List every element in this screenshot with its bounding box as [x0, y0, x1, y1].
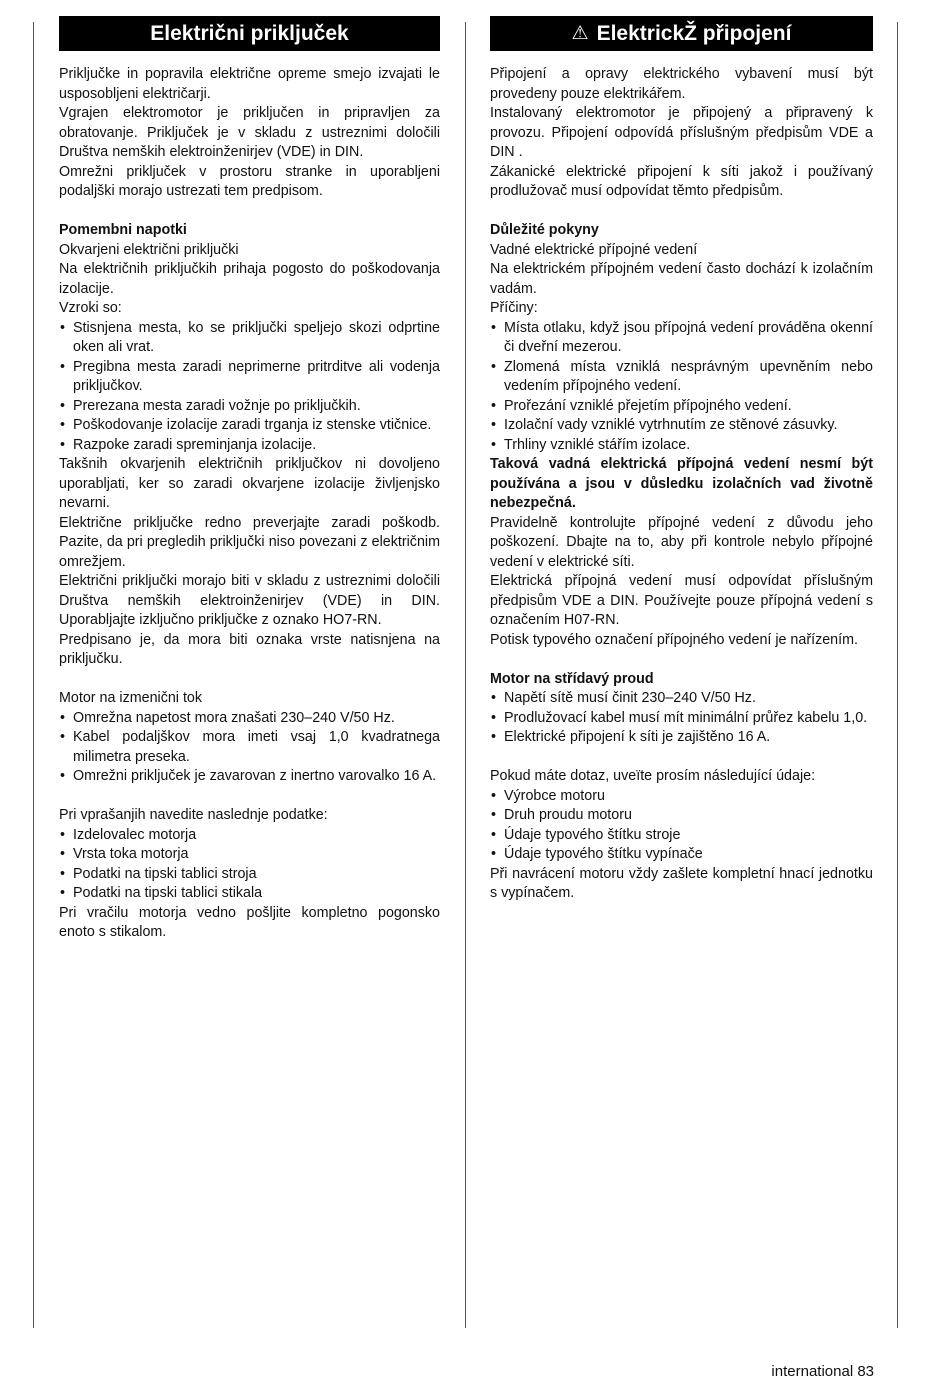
causes-label: Vzroki so: — [59, 300, 122, 316]
list-item: • Napětí sítě musí činit 230–240 V/50 Hz. — [490, 689, 873, 709]
section-body-sl — [59, 65, 440, 943]
list-item: • Prořezání vzniklé přejetím přípojného vedení. — [490, 397, 873, 417]
list-item: • Izolační vady vzniklé vytrhnutím ze stěnové zásuvky. — [490, 416, 873, 436]
paragraph: Potisk typového označení přípojného vedení je nařízením. — [490, 631, 858, 648]
list-item: • Prerezana mesta zaradi vožnje po priključkih. — [59, 397, 440, 417]
list-item: • Podatki na tipski tablici stikala — [59, 884, 440, 904]
section-header-cs — [490, 16, 873, 51]
list-item: • Elektrické připojení k síti je zajištěno 16 A. — [490, 728, 873, 748]
list-item: • Razpoke zaradi spreminjanja izolacije. — [59, 436, 440, 456]
questions-heading: Pokud máte dotaz, uveïte prosím následující údaje: — [490, 768, 816, 784]
paragraph: Električne priključke redno preverjajte zaradi poškodb. Pazite, da pri pregledih priključki niso povezani z električnim omrežjem. — [59, 514, 440, 570]
list-item: • Trhliny vzniklé stářím izolace. — [490, 436, 873, 456]
intro-paragraph: Vgrajen elektromotor je priključen in pripravljen za obratovanje. Priključek je v skladu z ustreznimi določili Društva nemških elektroinženirjev (VDE) in DIN. — [59, 105, 440, 160]
slovenian-column — [59, 16, 440, 943]
closing-paragraph: Pri vračilu motorja vedno pošljite kompletno pogonsko enoto s stikalom. — [59, 904, 440, 940]
right-margin-line — [897, 22, 898, 1328]
czech-column — [490, 16, 873, 904]
list-item: • Údaje typového štítku stroje — [490, 826, 873, 846]
list-item: • Údaje typového štítku vypínače — [490, 845, 873, 865]
questions-heading: Pri vprašanjih navedite naslednje podatke: — [59, 807, 328, 823]
list-item: • Prodlužovací kabel musí mít minimální průřez kabelu 1,0. — [490, 709, 873, 729]
intro-paragraph: Instalovaný elektromotor je připojený a připravený k provozu. Připojení odpovídá příslušným předpisům VDE a DIN . — [490, 105, 873, 160]
list-item: • Poškodovanje izolacije zaradi trganja iz stenske vtičnice. — [59, 416, 440, 436]
danger-warning: Taková vadná elektrická přípojná vedení nesmí být používána a jsou v důsledku izolačních vad životně nebezpečná. — [490, 456, 873, 511]
important-subheading: Vadné elektrické přípojné vedení — [490, 241, 698, 258]
section-title-sl: Električni priključek — [150, 21, 349, 45]
list-item: • Podatki na tipski tablici stroja — [59, 865, 440, 885]
paragraph: Elektrická přípojná vedení musí odpovídat příslušným předpisům VDE a DIN. Používejte pouze přípojná vedení s označením H07-RN. — [490, 573, 873, 628]
list-item: • Omrežna napetost mora znašati 230–240 V/50 Hz. — [59, 709, 440, 729]
intro-paragraph: Priključke in popravila električne opreme smejo izvajati le usposobljeni električarji. — [59, 66, 440, 102]
center-divider-line — [465, 22, 466, 1328]
list-item: • Vrsta toka motorja — [59, 845, 440, 865]
important-text: Na električnih priključkih prihaja pogosto do poškodovanja izolacije. — [59, 261, 440, 297]
list-item: • Výrobce motoru — [490, 787, 873, 807]
section-body-cs — [490, 65, 873, 904]
closing-paragraph: Při navrácení motoru vždy zašlete kompletní hnací jednotku s vypínačem. — [490, 865, 873, 901]
questions-list — [490, 787, 873, 865]
paragraph: Električni priključki morajo biti v skladu z ustreznimi določili Društva nemških elektroinženirjev (VDE) in DIN. Uporabljajte izključno priključke z oznako HO7-RN. — [59, 573, 440, 628]
causes-list — [490, 319, 873, 456]
section-header-sl — [59, 16, 440, 51]
list-item: • Kabel podaljškov mora imeti vsaj 1,0 kvadratnega milimetra preseka. — [59, 728, 440, 767]
motor-list — [490, 689, 873, 748]
important-text: Na elektrickém přípojném vedení často dochází k izolačním vadám. — [490, 261, 873, 297]
motor-list — [59, 709, 440, 787]
important-heading: Pomembni napotki — [59, 222, 187, 238]
motor-heading: Motor na izmenični tok — [59, 690, 203, 706]
paragraph: Takšnih okvarjenih električnih priključkov ni dovoljeno uporabljati, ker so zaradi okvarjene izolacije življenjsko nevarni. — [59, 456, 440, 511]
list-item: • Pregibna mesta zaradi neprimerne pritrditve ali vodenja priključkov. — [59, 358, 440, 397]
page-footer: international 83 — [771, 1363, 874, 1380]
list-item: • Zlomená místa vzniklá nesprávným upevněním nebo vedením přípojného vedení. — [490, 358, 873, 397]
causes-list — [59, 319, 440, 456]
list-item: • Stisnjena mesta, ko se priključki speljejo skozi odprtine oken ali vrat. — [59, 319, 440, 358]
important-subheading: Okvarjeni električni priključki — [59, 241, 239, 258]
list-item: • Izdelovalec motorja — [59, 826, 440, 846]
questions-list — [59, 826, 440, 904]
list-item: • Místa otlaku, když jsou přípojná vedení prováděna okenní či dveřní mezerou. — [490, 319, 873, 358]
paragraph: Pravidelně kontrolujte přípojné vedení z důvodu jeho poškození. Dbajte na to, aby při kontrole nebylo přípojné vedení v elektrické síti. — [490, 514, 873, 570]
list-item: • Druh proudu motoru — [490, 806, 873, 826]
motor-heading: Motor na střídavý proud — [490, 670, 654, 687]
list-item: • Omrežni priključek je zavarovan z inertno varovalko 16 A. — [59, 767, 440, 787]
intro-paragraph: Zákanické elektrické připojení k síti jakož i používaný prodlužovač musí odpovídat těmto předpisům. — [490, 163, 873, 199]
intro-paragraph: Omrežni priključek v prostoru stranke in uporabljeni podaljški morajo ustrezati tem predpisom. — [59, 163, 440, 199]
causes-label: Příčiny: — [490, 300, 538, 316]
intro-paragraph: Připojení a opravy elektrického vybavení musí být provedeny pouze elektrikářem. — [490, 66, 873, 102]
paragraph: Predpisano je, da mora biti oznaka vrste natisnjena na priključku. — [59, 631, 440, 667]
warning-triangle-icon: ⚠ — [571, 23, 589, 44]
left-margin-line — [33, 22, 34, 1328]
section-title-cs: ElektrickŽ připojení — [596, 21, 792, 45]
important-heading: Důležité pokyny — [490, 222, 599, 238]
